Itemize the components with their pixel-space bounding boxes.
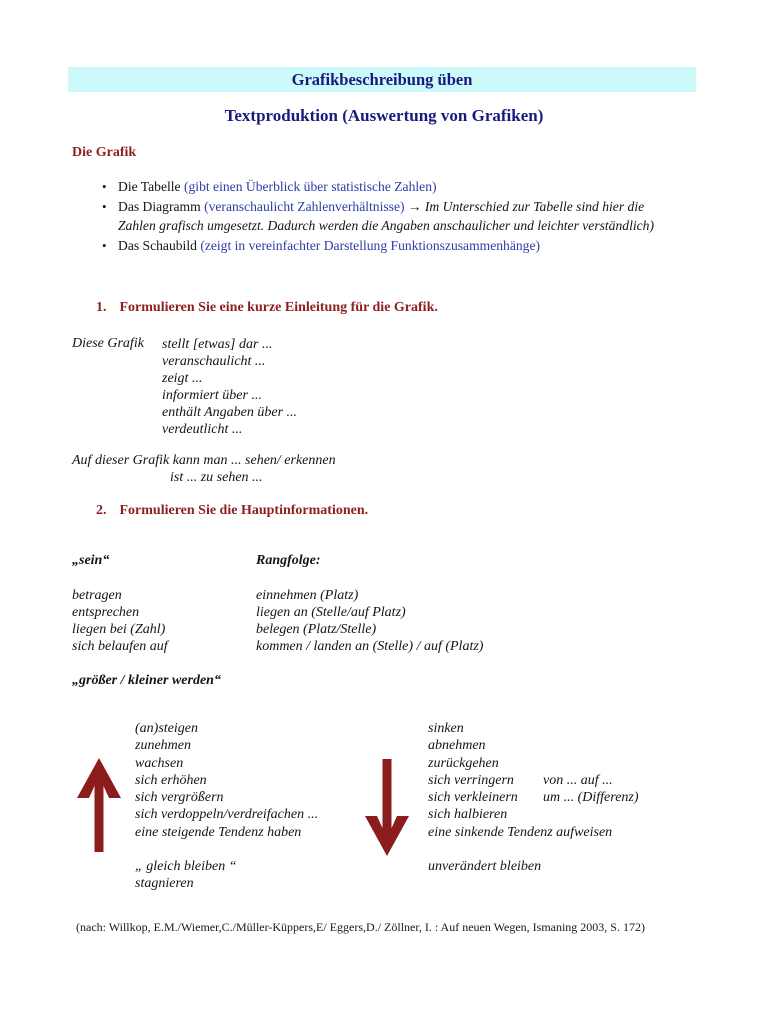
- table-row: [72, 604, 483, 621]
- task-1-text: Formulieren Sie eine kurze Einleitung für die Grafik.: [119, 300, 438, 315]
- sein-verb: liegen bei (Zahl): [72, 622, 166, 637]
- bullet-definition: (zeigt in vereinfachter Darstellung Funktionszusammenhänge): [200, 237, 541, 253]
- increase-verb: zunehmen: [135, 738, 191, 754]
- title-banner: [68, 67, 696, 92]
- intro-verb-list: [162, 336, 297, 438]
- down-arrow-icon: [362, 758, 412, 857]
- task-2-number: 2.: [96, 503, 107, 518]
- verb-table: [72, 587, 483, 655]
- sein-verb: sich belaufen auf: [72, 639, 168, 654]
- bullet-note: Im Unterschied zur Tabelle sind hier die Zahlen grafisch umgesetzt. Dadurch werden die Angaben anschaulicher und leichter verständlich): [118, 198, 654, 233]
- rangfolge-header: Rangfolge:: [256, 553, 321, 568]
- decrease-verb-row: [428, 772, 639, 789]
- task-2-text: Formulieren Sie die Hauptinformationen.: [119, 503, 369, 518]
- task-2-heading: [96, 503, 368, 519]
- right-arrow-glyph: →: [404, 198, 425, 214]
- sein-verb: betragen: [72, 588, 122, 603]
- verb-table-headers: [72, 553, 321, 569]
- bullet-dot: •: [102, 179, 107, 194]
- decrease-verb: sich halbieren: [428, 807, 508, 823]
- bullet-dot: •: [102, 237, 107, 253]
- rangfolge-verb: kommen / landen an (Stelle) / auf (Platz): [256, 639, 484, 654]
- bullet-lead: Das Diagramm: [118, 198, 205, 214]
- bullet-item-tabelle: [100, 177, 676, 197]
- intro-verb: stellt [etwas] dar ...: [162, 337, 273, 352]
- intro-verb: informiert über ...: [162, 388, 262, 403]
- groesser-kleiner-heading: „größer / kleiner werden“: [72, 673, 221, 688]
- bullet-lead: Das Schaubild: [118, 237, 201, 253]
- decrease-verb-complement: von ... auf ...: [543, 772, 613, 788]
- decrease-verb-list: [428, 720, 639, 875]
- grafik-bullet-list: [100, 177, 676, 255]
- intro-verb: verdeutlicht ...: [162, 422, 243, 437]
- increase-verb: sich verdoppeln/verdreifachen ...: [135, 807, 319, 823]
- decrease-verb: sich verkleinern: [428, 790, 518, 805]
- intro-phrase-label: Diese Grafik: [72, 336, 144, 351]
- intro-verb: zeigt ...: [162, 371, 203, 386]
- decrease-verb: sinken: [428, 721, 464, 736]
- rangfolge-verb: belegen (Platz/Stelle): [256, 622, 377, 637]
- bullet-item-schaubild: [100, 236, 676, 256]
- decrease-verb: abnehmen: [428, 738, 486, 754]
- table-row: [72, 621, 483, 638]
- bullet-item-diagramm: [100, 197, 676, 236]
- up-arrow-icon: [76, 757, 122, 852]
- list-gap: [428, 841, 639, 858]
- bullet-dot: •: [102, 198, 107, 214]
- page-title: Grafikbeschreibung üben: [291, 69, 473, 89]
- bullet-lead: Die Tabelle: [118, 179, 184, 194]
- increase-verb: sich vergrößern: [135, 790, 224, 805]
- task-1-heading: [96, 300, 438, 316]
- decrease-verb: zurückgehen: [428, 755, 499, 771]
- increase-verb-list: [135, 720, 318, 892]
- increase-verb: (an)steigen: [135, 721, 198, 736]
- bullet-definition: (veranschaulicht Zahlenverhältnisse): [204, 198, 405, 214]
- section-heading-die-grafik: Die Grafik: [72, 145, 137, 160]
- sein-header: „sein“: [72, 553, 110, 568]
- rangfolge-verb: liegen an (Stelle/auf Platz): [256, 605, 406, 620]
- increase-verb: sich erhöhen: [135, 772, 207, 788]
- decrease-verb-complement: um ... (Differenz): [543, 790, 639, 805]
- intro-verb: enthält Angaben über ...: [162, 405, 298, 420]
- decrease-verb: eine sinkende Tendenz aufweisen: [428, 824, 613, 840]
- increase-verb: wachsen: [135, 755, 184, 771]
- intro-verb: veranschaulicht ...: [162, 354, 266, 369]
- source-citation: (nach: Willkop, E.M./Wiemer,C./Müller-Küppers,E/ Eggers,D./ Zöllner, I. : Auf neuen Wegen, Ismaning 2003, S. 172): [76, 920, 645, 934]
- stay-same-verb: unverändert bleiben: [428, 858, 542, 874]
- table-row: [72, 638, 483, 655]
- stay-same-verb: stagnieren: [135, 876, 194, 891]
- sein-verb: entsprechen: [72, 605, 140, 620]
- page-subtitle: Textproduktion (Auswertung von Grafiken): [224, 106, 544, 125]
- decrease-verb: sich verringern: [428, 772, 514, 788]
- stay-same-verb: „ gleich bleiben “: [135, 858, 237, 874]
- auf-grafik-line1: Auf dieser Grafik kann man ... sehen/ erkennen: [72, 453, 336, 468]
- rangfolge-verb: einnehmen (Platz): [256, 588, 359, 603]
- auf-grafik-line2: ist ... zu sehen ...: [170, 470, 263, 485]
- list-gap: [135, 841, 318, 858]
- task-1-number: 1.: [96, 300, 107, 315]
- table-row: [72, 587, 483, 604]
- decrease-verb-row: [428, 789, 639, 806]
- increase-verb: eine steigende Tendenz haben: [135, 824, 302, 840]
- bullet-definition: (gibt einen Überblick über statistische Zahlen): [183, 179, 437, 194]
